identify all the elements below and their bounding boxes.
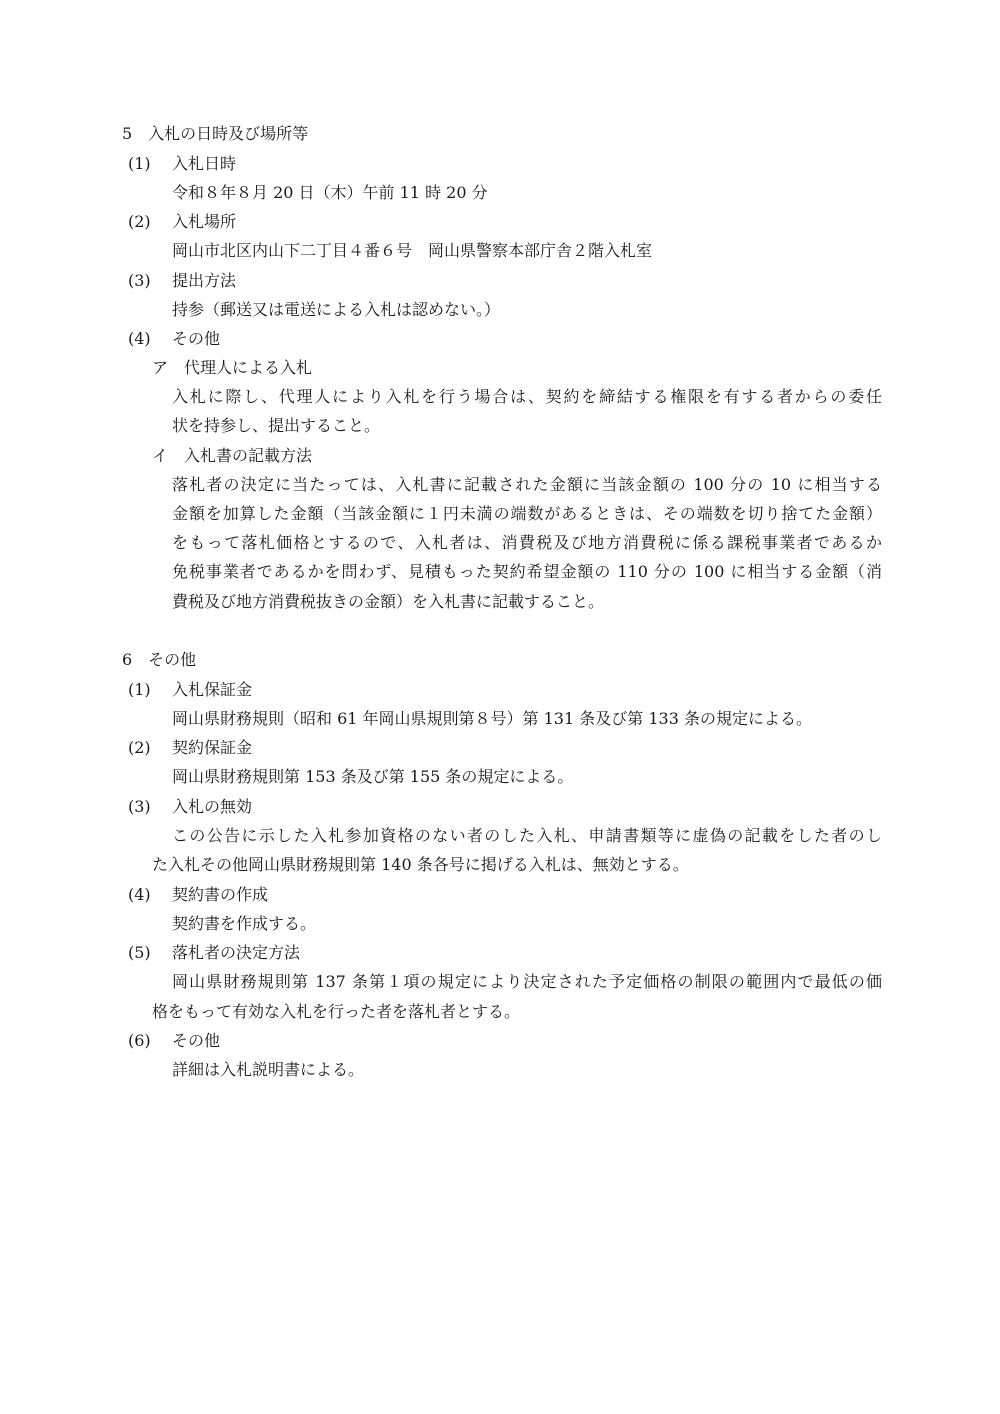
paragraph-line: 落札者の決定に当たっては、入札書に記載された金額に当該金額の 100 分の 10 に相当する bbox=[172, 475, 882, 494]
item-label: (5) bbox=[128, 943, 151, 962]
paragraph-line: 岡山県財務規則第 137 条第１項の規定により決定された予定価格の制限の範囲内で最低の価 bbox=[172, 972, 882, 991]
item-title: 入札場所 bbox=[172, 212, 237, 231]
item-text: 令和８年８月 20 日（木）午前 11 時 20 分 bbox=[172, 183, 488, 202]
item-text: 岡山市北区内山下二丁目４番６号 岡山県警察本部庁舎２階入札室 bbox=[172, 241, 653, 260]
paragraph-line: 免税事業者であるかを問わず、見積もった契約希望金額の 110 分の 100 に相当する金額（消 bbox=[172, 562, 882, 581]
paragraph-line: 費税及び地方消費税抜きの金額）を入札書に記載すること。 bbox=[172, 592, 605, 611]
item-title: 契約書の作成 bbox=[172, 885, 269, 904]
item-text: 岡山県財務規則第 153 条及び第 155 条の規定による。 bbox=[172, 767, 574, 786]
item-title: その他 bbox=[172, 1031, 221, 1050]
item-title: 提出方法 bbox=[172, 271, 237, 290]
paragraph-line: た入札その他岡山県財務規則第 140 条各号に掲げる入札は、無効とする。 bbox=[152, 855, 689, 874]
item-text: 岡山県財務規則（昭和 61 年岡山県規則第８号）第 131 条及び第 133 条の規定による。 bbox=[172, 709, 812, 728]
paragraph-line: 格をもって有効な入札を行った者を落札者とする。 bbox=[152, 1002, 521, 1021]
item-text: 持参（郵送又は電送による入札は認めない。） bbox=[172, 300, 501, 319]
item-title: 落札者の決定方法 bbox=[172, 943, 301, 962]
item-text: 詳細は入札説明書による。 bbox=[172, 1060, 365, 1079]
subitem-title: ア 代理人による入札 bbox=[152, 358, 313, 377]
item-label: (1) bbox=[128, 154, 151, 173]
item-label: (2) bbox=[128, 738, 151, 757]
item-label: (3) bbox=[128, 271, 151, 290]
item-title: 入札の無効 bbox=[172, 797, 253, 816]
item-label: (6) bbox=[128, 1031, 151, 1050]
section-5-heading: 5 入札の日時及び場所等 bbox=[122, 124, 309, 143]
section-6-heading: 6 その他 bbox=[122, 650, 197, 669]
item-label: (1) bbox=[128, 680, 151, 699]
paragraph-line: この公告に示した入札参加資格のない者のした入札、申請書類等に虚偽の記載をした者のし bbox=[172, 826, 882, 845]
item-label: (2) bbox=[128, 212, 151, 231]
subitem-title: イ 入札書の記載方法 bbox=[152, 446, 313, 465]
item-label: (3) bbox=[128, 797, 151, 816]
item-label: (4) bbox=[128, 329, 151, 348]
paragraph-line: をもって落札価格とするので、入札者は、消費税及び地方消費税に係る課税事業者であるか bbox=[172, 533, 882, 552]
paragraph-line: 入札に際し、代理人により入札を行う場合は、契約を締結する権限を有する者からの委任 bbox=[172, 387, 882, 406]
item-title: 契約保証金 bbox=[172, 738, 253, 757]
item-title: 入札日時 bbox=[172, 154, 237, 173]
paragraph-line: 状を持参し、提出すること。 bbox=[172, 416, 381, 435]
paragraph-line: 金額を加算した金額（当該金額に１円未満の端数があるときは、その端数を切り捨てた金額） bbox=[172, 504, 882, 523]
item-title: 入札保証金 bbox=[172, 680, 253, 699]
item-title: その他 bbox=[172, 329, 221, 348]
item-text: 契約書を作成する。 bbox=[172, 914, 317, 933]
item-label: (4) bbox=[128, 885, 151, 904]
